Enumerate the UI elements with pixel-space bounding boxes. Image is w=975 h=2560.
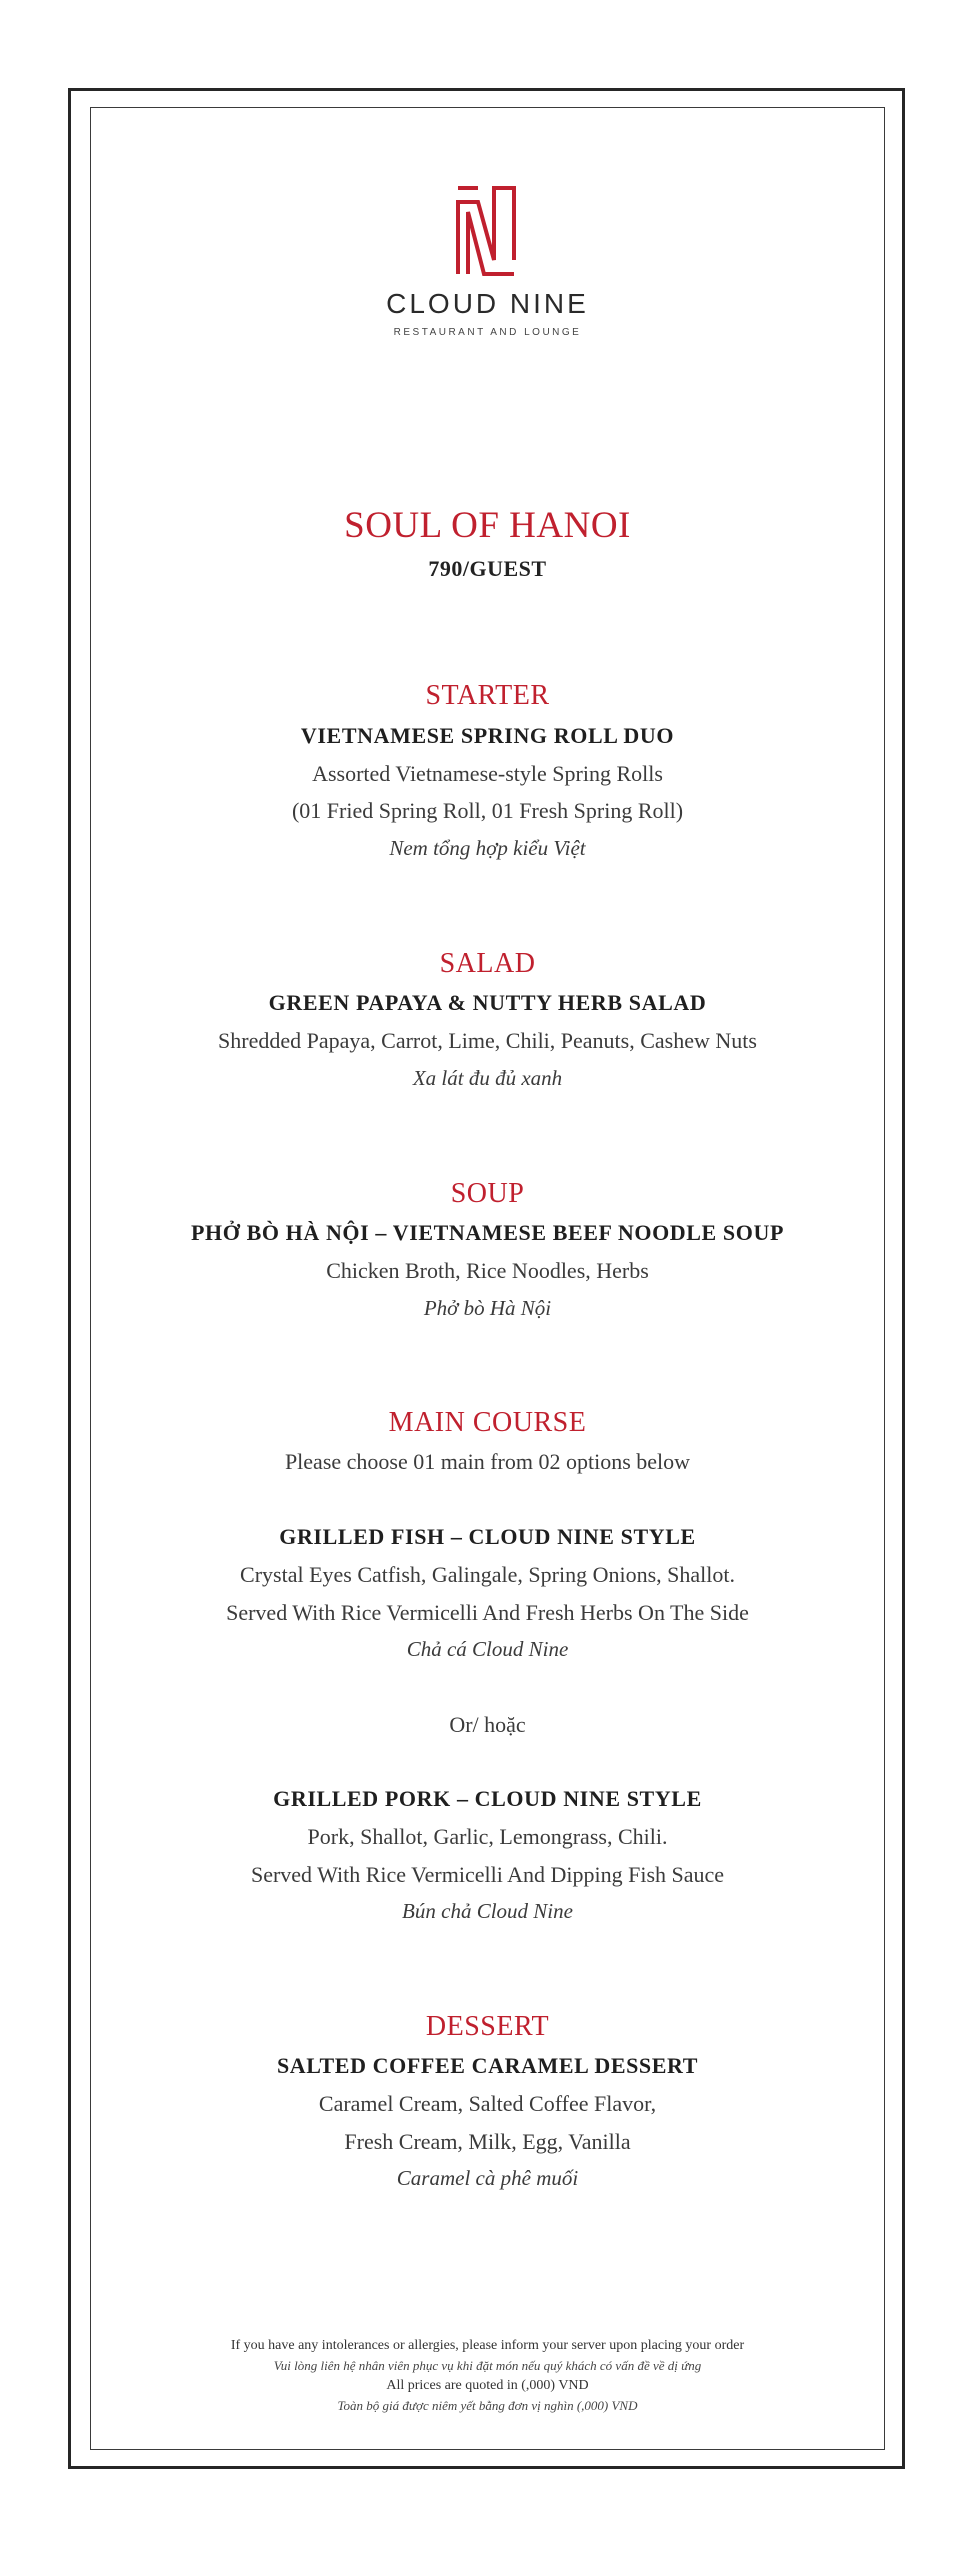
dessert-desc-1: Caramel Cream, Salted Coffee Flavor, [318, 2091, 657, 2116]
salad-dish: GREEN PAPAYA & NUTTY HERB SALAD [268, 990, 707, 1015]
main-note: Please choose 01 main from 02 options below [284, 1449, 691, 1474]
main-or: Or/ hoặc [449, 1712, 526, 1737]
soup-vn: Phở bò Hà Nội [423, 1296, 552, 1320]
main-heading: MAIN COURSE [388, 1407, 587, 1438]
starter-dish: VIETNAMESE SPRING ROLL DUO [300, 723, 675, 748]
main-option1-dish: GRILLED FISH – CLOUD NINE STYLE [279, 1524, 696, 1549]
salad-vn: Xa lát đu đủ xanh [412, 1066, 563, 1090]
starter-desc-2: (01 Fried Spring Roll, 01 Fresh Spring Roll) [291, 798, 684, 823]
dessert-dish: SALTED COFFEE CARAMEL DESSERT [276, 2053, 699, 2078]
dessert-desc-2: Fresh Cream, Milk, Egg, Vanilla [344, 2129, 631, 2154]
main-option1-vn: Chả cá Cloud Nine [406, 1637, 569, 1661]
starter-vn: Nem tổng hợp kiểu Việt [389, 836, 586, 860]
footer-allergy-vn: Vui lòng liên hệ nhân viên phục vụ khi đặt món nếu quý khách có vấn đề về dị ứng [273, 2358, 702, 2373]
main-option2-dish: GRILLED PORK – CLOUD NINE STYLE [273, 1786, 702, 1811]
soup-desc-1: Chicken Broth, Rice Noodles, Herbs [326, 1258, 649, 1283]
main-option1-desc-1: Crystal Eyes Catfish, Galingale, Spring Onions, Shallot. [240, 1562, 735, 1587]
main-option1-desc-2: Served With Rice Vermicelli And Fresh Herbs On The Side [226, 1600, 749, 1625]
menu-price: 790/GUEST [428, 556, 547, 581]
salad-heading: SALAD [439, 948, 536, 979]
footer-prices-en: All prices are quoted in (,000) VND [386, 2378, 589, 2393]
brand-name: CLOUD NINE [386, 288, 589, 319]
salad-desc-1: Shredded Papaya, Carrot, Lime, Chili, Peanuts, Cashew Nuts [218, 1028, 757, 1053]
soup-dish: PHỞ BÒ HÀ NỘI – VIETNAMESE BEEF NOODLE SOUP [191, 1220, 784, 1245]
main-option2-desc-1: Pork, Shallot, Garlic, Lemongrass, Chili. [307, 1824, 668, 1849]
soup-heading: SOUP [450, 1178, 525, 1209]
starter-heading: STARTER [425, 680, 550, 711]
dessert-vn: Caramel cà phê muối [396, 2166, 579, 2190]
dessert-heading: DESSERT [425, 2011, 550, 2042]
footer-allergy-en: If you have any intolerances or allergies, please inform your server upon placing your order [230, 2338, 745, 2353]
menu-title: SOUL OF HANOI [344, 505, 631, 546]
main-option2-vn: Bún chả Cloud Nine [402, 1899, 573, 1923]
main-option2-desc-2: Served With Rice Vermicelli And Dipping Fish Sauce [250, 1862, 725, 1887]
menu-content [90, 0, 885, 2560]
brand-subtitle: RESTAURANT AND LOUNGE [393, 327, 582, 338]
starter-desc-1: Assorted Vietnamese-style Spring Rolls [312, 761, 663, 786]
footer-prices-vn: Toàn bộ giá được niêm yết bằng đơn vị nghìn (,000) VND [337, 2398, 638, 2413]
